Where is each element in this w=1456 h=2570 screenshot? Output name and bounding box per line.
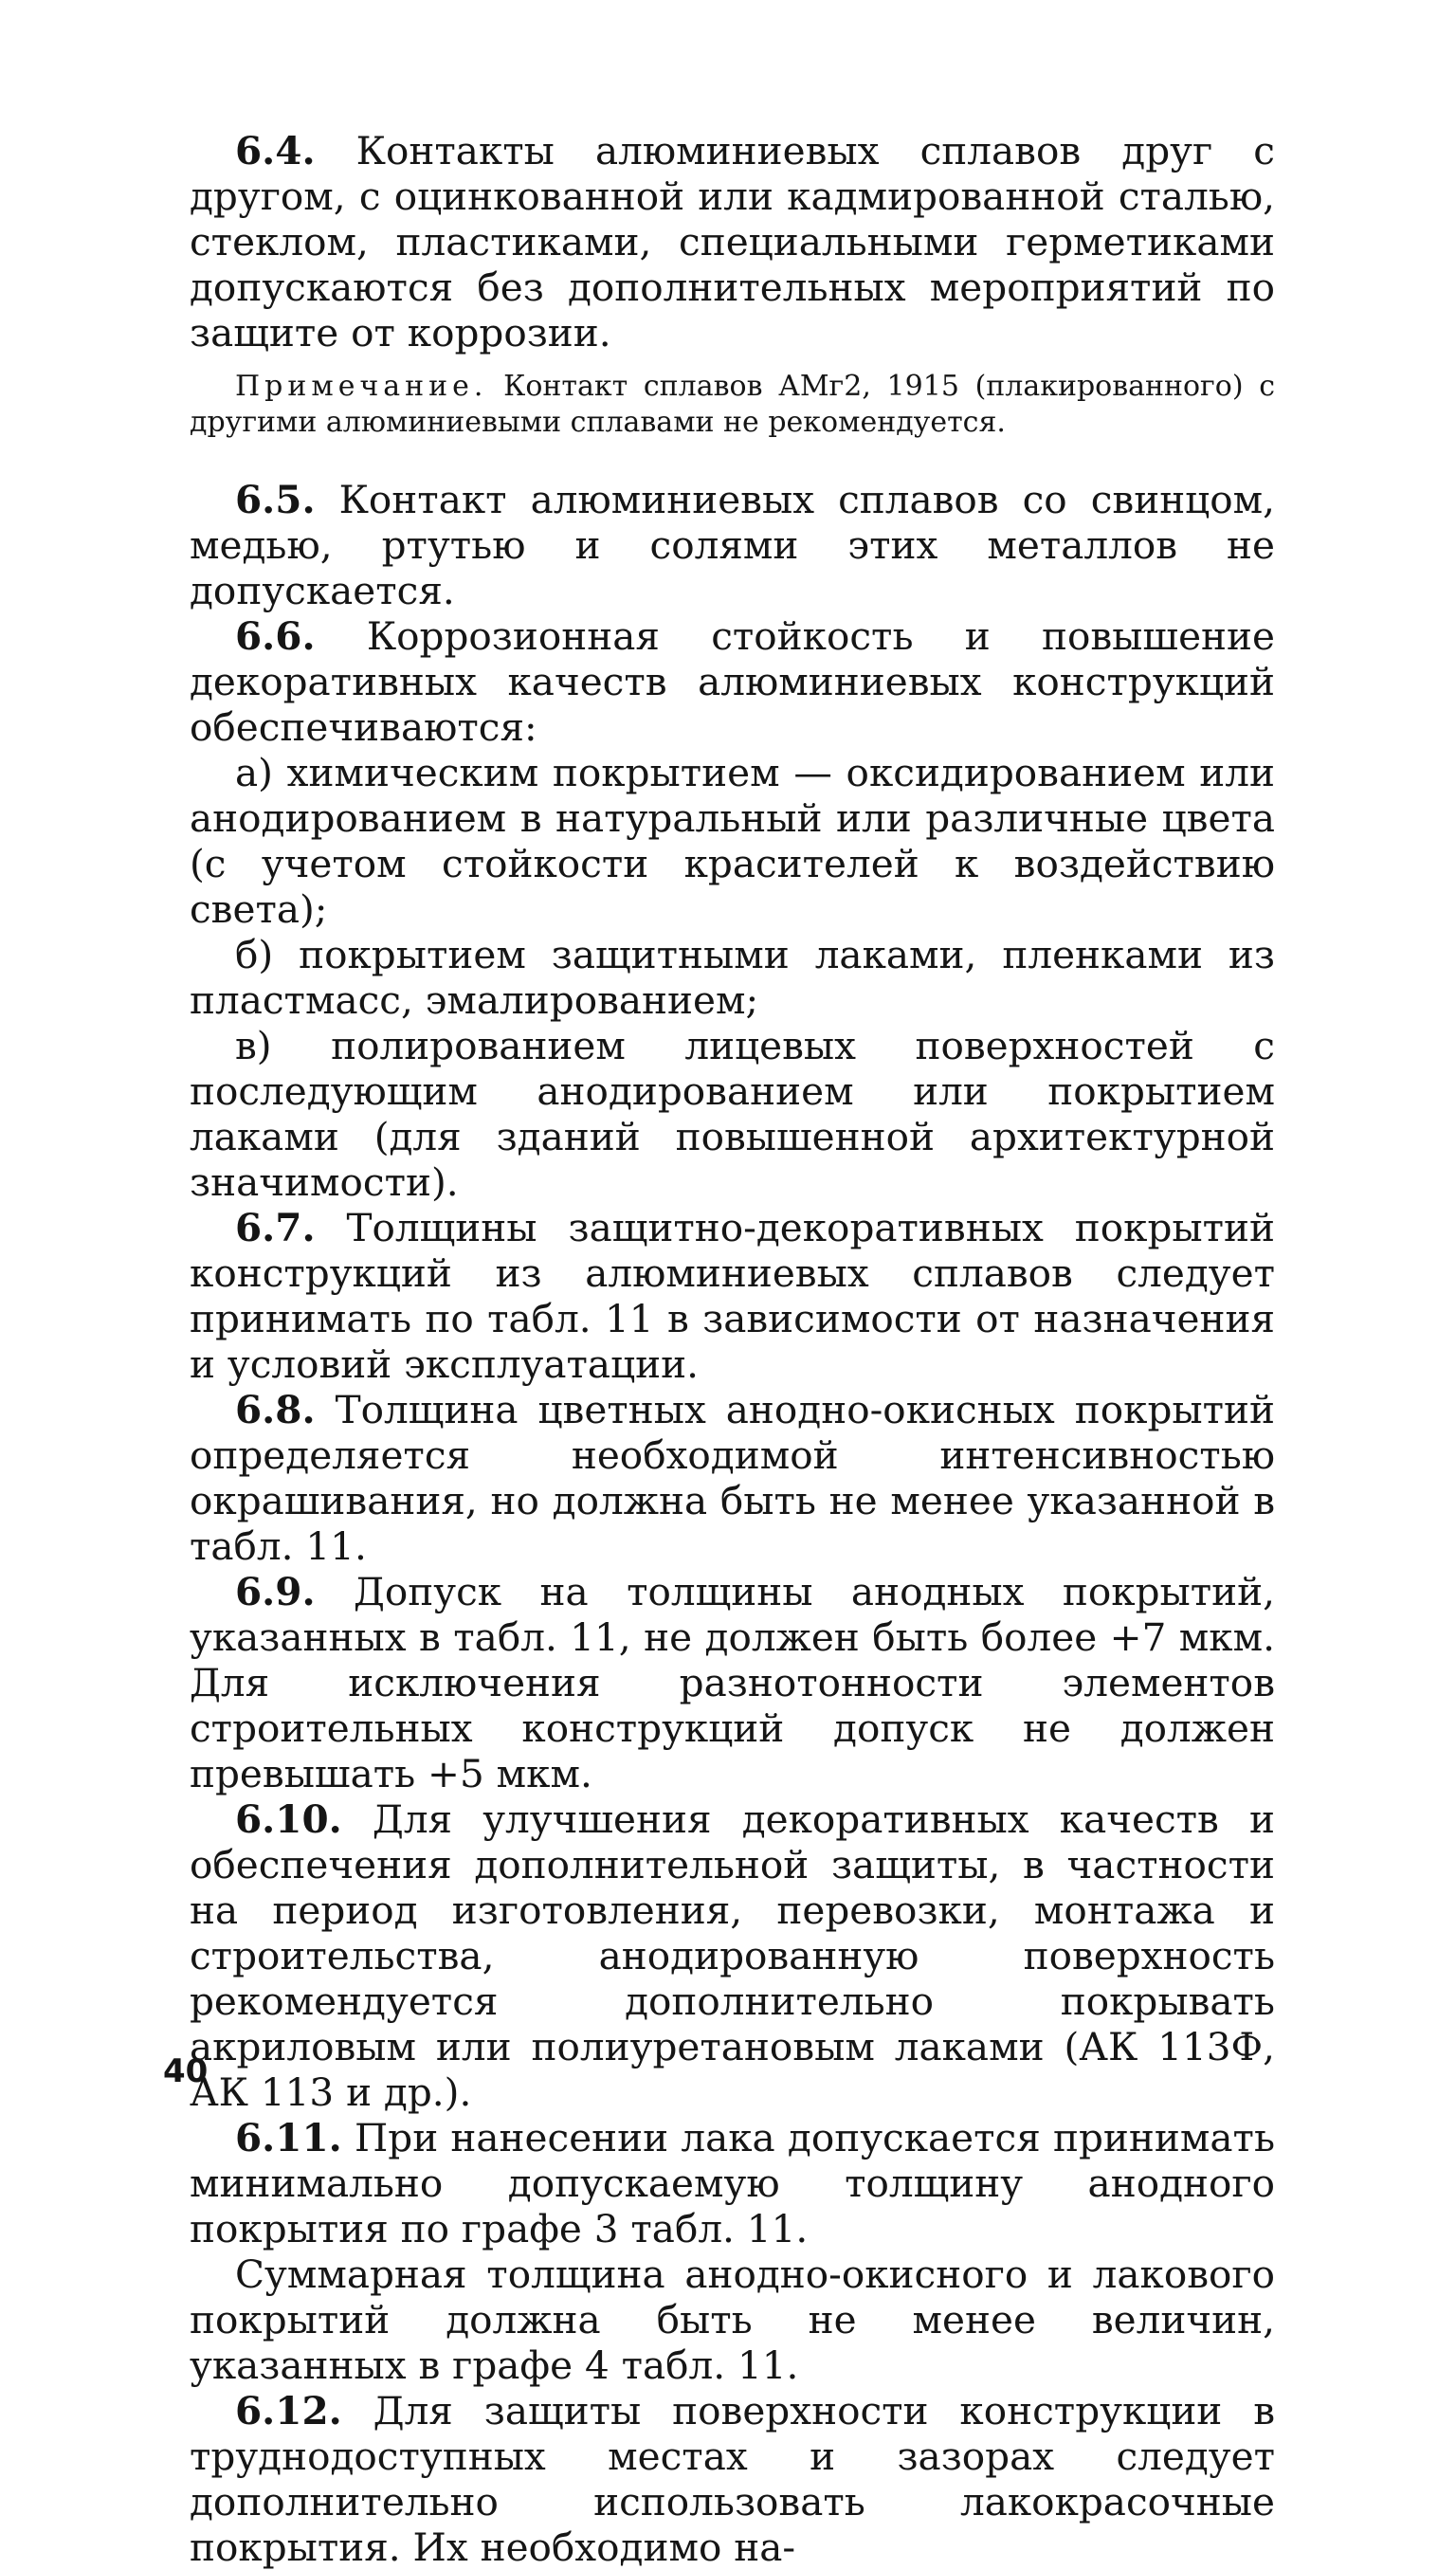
paragraph-text: Контакты алюминиевых сплавов друг с другом, с оцинкованной или кадмированной сталью, стеклом, пластиками, специальными герметиками допускаются без дополнительных мероприятий по защите от коррозии.: [190, 128, 1275, 355]
page-number: 40: [163, 2052, 209, 2090]
clause-number: 6.11.: [235, 2115, 342, 2160]
paragraph-6-10: [190, 1796, 1275, 2115]
paragraph-6-5: [190, 477, 1275, 613]
list-item-a: а) химическим покрытием — оксидированием или анодированием в натуральный или различные цвета (с учетом стойкости красителей к воздействию света);: [190, 750, 1275, 932]
paragraph-text: При нанесении лака допускается принимать минимально допускаемую толщину анодного покрытия по графе 3 табл. 11.: [190, 2115, 1275, 2251]
list-item-b: б) покрытием защитными лаками, пленками из пластмасс, эмалированием;: [190, 932, 1275, 1023]
spacer: [190, 460, 1275, 477]
paragraph-text: Коррозионная стойкость и повышение декоративных качеств алюминиевых конструкций обеспечиваются:: [190, 613, 1275, 750]
paragraph-text: Контакт алюминиевых сплавов со свинцом, медью, ртутью и солями этих металлов не допускается.: [190, 477, 1275, 613]
paragraph-6-11: [190, 2115, 1275, 2251]
clause-number: 6.6.: [235, 613, 316, 659]
paragraph-6-9: [190, 1569, 1275, 1796]
clause-number: 6.12.: [235, 2388, 342, 2433]
document-page: [190, 128, 1275, 2570]
paragraph-text: Толщина цветных анодно-окисных покрытий определяется необходимой интенсивностью окрашивания, но должна быть не менее указанной в табл. 11.: [190, 1387, 1275, 1569]
paragraph-text: Толщины защитно-декоративных покрытий конструкций из алюминиевых сплавов следует принимать по табл. 11 в зависимости от назначения и условий эксплуатации.: [190, 1205, 1275, 1387]
clause-number: 6.10.: [235, 1796, 342, 1842]
paragraph-6-11-continued: Суммарная толщина анодно-окисного и лакового покрытий должна быть не менее величин, указанных в графе 4 табл. 11.: [190, 2251, 1275, 2388]
paragraph-text: Допуск на толщины анодных покрытий, указанных в табл. 11, не должен быть более +7 мкм. Для исключения разнотонности элементов строительных конструкций допуск не должен превышать +5 мкм.: [190, 1569, 1275, 1796]
clause-number: 6.8.: [235, 1387, 316, 1432]
paragraph-6-12: [190, 2388, 1275, 2570]
paragraph-6-4: [190, 128, 1275, 355]
paragraph-text: Для улучшения декоративных качеств и обеспечения дополнительной защиты, в частности на период изготовления, перевозки, монтажа и строительства, анодированную поверхность рекомендуется дополнительно покрывать акриловым или полиуретановым лаками (АК 113Ф, АК 113 и др.).: [190, 1796, 1275, 2115]
clause-number: 6.4.: [235, 128, 316, 173]
list-item-c: в) полированием лицевых поверхностей с последующим анодированием или покрытием лаками (для зданий повышенной архитектурной значимости).: [190, 1023, 1275, 1205]
clause-number: 6.9.: [235, 1569, 316, 1614]
paragraph-6-6: [190, 613, 1275, 750]
clause-number: 6.5.: [235, 477, 316, 522]
note-label: Примечание.: [235, 370, 488, 403]
clause-number: 6.7.: [235, 1205, 316, 1250]
paragraph-6-7: [190, 1205, 1275, 1387]
note-text: Контакт сплавов АМг2, 1915 (плакированного) с другими алюминиевыми сплавами не рекомендуется.: [190, 370, 1275, 439]
note-6-4: [190, 369, 1275, 441]
paragraph-6-8: [190, 1387, 1275, 1569]
paragraph-text: Для защиты поверхности конструкции в труднодоступных местах и зазорах следует дополнительно использовать лакокрасочные покрытия. Их необходимо на-: [190, 2388, 1275, 2570]
